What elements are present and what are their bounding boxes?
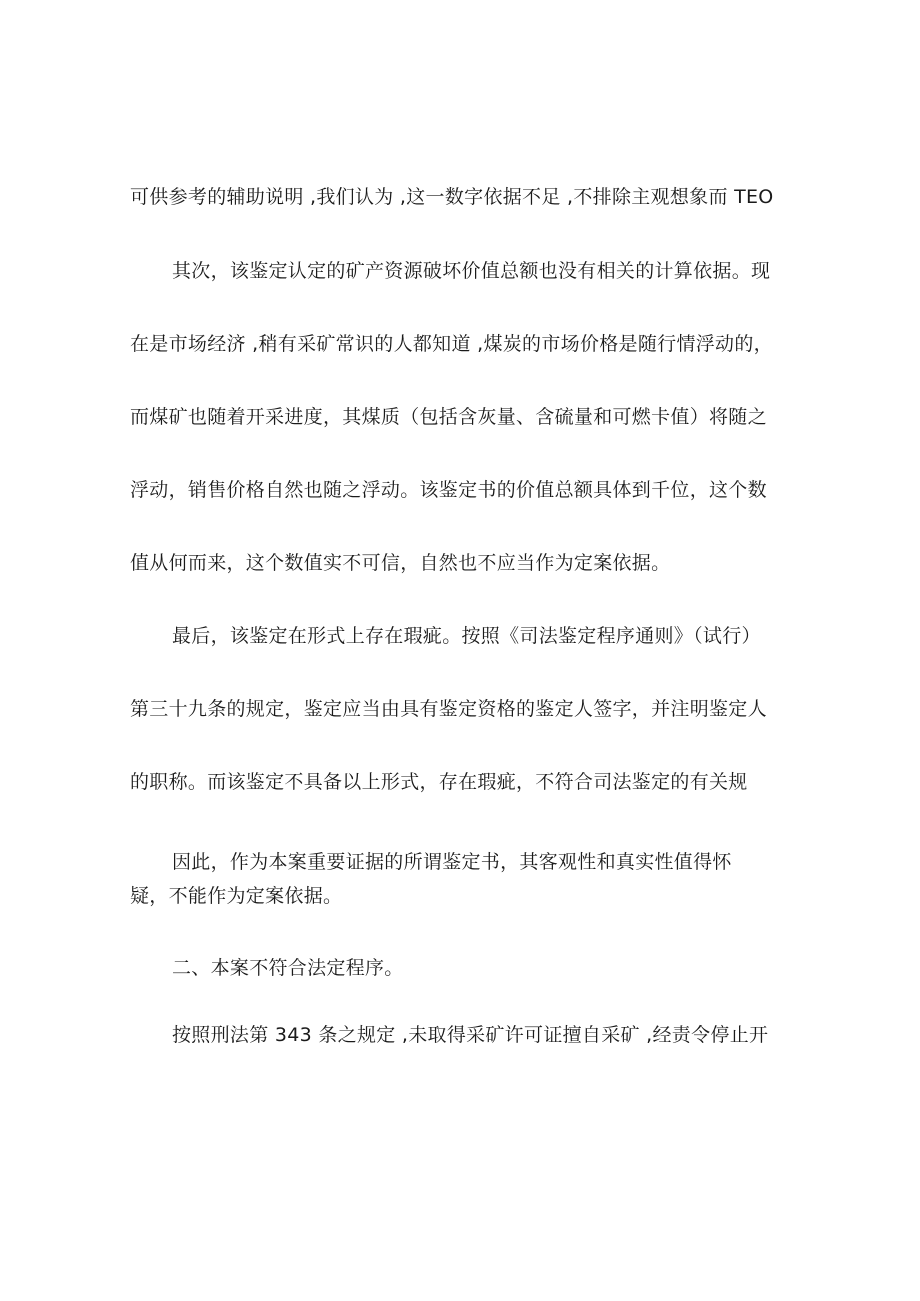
- text-line: 最后，该鉴定在形式上存在瑕疵。按照《司法鉴定程序通则》（试行）: [172, 625, 761, 647]
- section-heading: 二、本案不符合法定程序。: [172, 957, 404, 979]
- text-line: 在是市场经济 ,稍有采矿常识的人都知道 ,煤炭的市场价格是随行情浮动的，: [130, 333, 773, 355]
- text-line: 值从何而来，这个数值实不可信，自然也不应当作为定案依据。: [130, 552, 671, 574]
- text-line: 疑，不能作为定案依据。: [130, 885, 343, 907]
- text-line: 的职称。而该鉴定不具备以上形式，存在瑕疵，不符合司法鉴定的有关规: [130, 771, 748, 793]
- text-line: 其次，该鉴定认定的矿产资源破坏价值总额也没有相关的计算依据。现: [172, 260, 771, 282]
- text-line: 可供参考的辅助说明 ,我们认为 ,这一数字依据不足 ,不排除主观想象而 TEO: [130, 186, 774, 208]
- text-line: 而煤矿也随着开采进度，其煤质（包括含灰量、含硫量和可燃卡值）将随之: [130, 406, 767, 428]
- text-line: 因此，作为本案重要证据的所谓鉴定书，其客观性和真实性值得怀: [172, 851, 732, 873]
- text-line: 第三十九条的规定，鉴定应当由具有鉴定资格的鉴定人签字，并注明鉴定人: [130, 698, 767, 720]
- text-line: 按照刑法第 343 条之规定 ,未取得采矿许可证擅自采矿 ,经责令停止开: [172, 1024, 769, 1046]
- text-line: 浮动，销售价格自然也随之浮动。该鉴定书的价值总额具体到千位，这个数: [130, 479, 767, 501]
